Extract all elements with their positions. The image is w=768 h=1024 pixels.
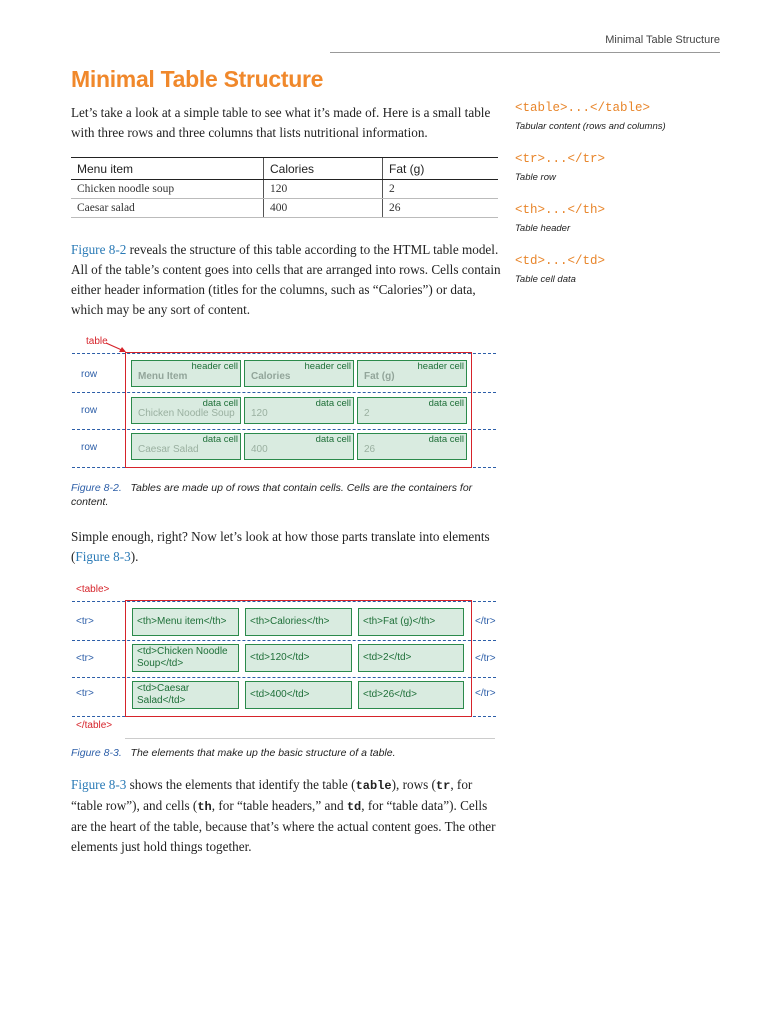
td-element: <td>Chicken Noodle Soup</td>: [132, 644, 239, 672]
td-element: <td>Caesar Salad</td>: [132, 681, 239, 709]
open-tr-tag: <tr>: [76, 653, 94, 664]
summary-paragraph: [71, 775, 501, 857]
open-tr-tag: <tr>: [76, 616, 94, 627]
cell-kind-label: data cell: [202, 434, 238, 445]
caption-text: The elements that make up the basic structure of a table.: [130, 747, 396, 759]
data-cell: [244, 433, 354, 460]
sidebar-tag: <tr>...</tr>: [515, 152, 606, 166]
cell-kind-label: data cell: [428, 434, 464, 445]
cell-value: Calories: [251, 371, 291, 382]
td-element: <td>400</td>: [245, 681, 352, 709]
sidebar-tag: <table>...</table>: [515, 101, 651, 115]
figure-8-3-paragraph: [71, 527, 501, 567]
intro-paragraph: Let’s take a look at a simple table to see what it’s made of. Here is a small table with three rows and three columns that lists nutritional information.: [71, 105, 491, 140]
paragraph-text: , for “table row”), and cells (: [71, 777, 473, 813]
figure-link[interactable]: Figure 8-3: [71, 777, 127, 792]
paragraph-text: , for “table headers,” and: [211, 798, 347, 813]
table-cell: 400: [264, 199, 383, 218]
th-element: <th>Fat (g)</th>: [358, 608, 464, 636]
sidebar-desc: Table header: [515, 223, 571, 234]
sidebar-tag: <th>...</th>: [515, 203, 606, 217]
data-cell: [357, 433, 467, 460]
cell-kind-label: data cell: [202, 398, 238, 409]
sidebar-tag: <td>...</td>: [515, 254, 606, 268]
cell-value: Fat (g): [364, 371, 395, 382]
sidebar-entry-th: [515, 203, 735, 234]
caption-text: Tables are made up of rows that contain cells. Cells are the containers for content.: [71, 482, 473, 508]
td-element: <td>2</td>: [358, 644, 464, 672]
sidebar-desc: Tabular content (rows and columns): [515, 121, 666, 132]
data-cell: [244, 397, 354, 424]
cell-value: 400: [251, 444, 268, 455]
cell-value: 26: [364, 444, 376, 455]
cell-kind-label: data cell: [315, 434, 351, 445]
cell-value: Menu Item: [138, 371, 188, 382]
paragraph-text: shows the elements that identify the table (: [126, 777, 356, 792]
figure-link[interactable]: Figure 8-2: [71, 242, 127, 257]
inline-code: tr: [435, 779, 451, 793]
header-rule: [330, 52, 720, 53]
table-cell: 26: [383, 199, 499, 218]
table-cell: 120: [264, 180, 383, 199]
table-cell: Chicken noodle soup: [71, 180, 264, 199]
column-header: Menu item: [71, 158, 264, 180]
close-tr-tag: </tr>: [475, 653, 496, 664]
inline-code: th: [197, 800, 212, 814]
close-table-tag: </table>: [76, 720, 113, 731]
inline-code: table: [355, 779, 392, 793]
section-title: Minimal Table Structure: [71, 66, 324, 92]
row-label: row: [81, 369, 98, 380]
table-label: table: [86, 336, 108, 347]
cell-kind-label: data cell: [315, 398, 351, 409]
paragraph-text: reveals the structure of this table according to the HTML table model. All of the table’s content goes into cells that are arranged into rows. Cells contain either header information (titles for the columns, such as “Calories”) or data, which may be any sort of content.: [71, 242, 501, 317]
figure-link[interactable]: Figure 8-3: [75, 549, 131, 564]
inline-code: td: [346, 800, 362, 814]
table-cell: 2: [383, 180, 499, 199]
open-table-tag: <table>: [76, 584, 110, 595]
sidebar-entry-td: [515, 254, 735, 285]
data-cell: [357, 397, 467, 424]
data-cell: [131, 433, 241, 460]
figure-8-2-paragraph: [71, 240, 501, 320]
open-tr-tag: <tr>: [76, 688, 94, 699]
cell-kind-label: data cell: [428, 398, 464, 409]
row-label: row: [81, 405, 98, 416]
td-element: <td>120</td>: [245, 644, 352, 672]
caption-rule: [125, 738, 495, 739]
td-element: <td>26</td>: [358, 681, 464, 709]
nutrition-table: [71, 157, 498, 218]
cell-value: 120: [251, 408, 268, 419]
cell-value: Chicken Noodle Soup: [138, 408, 235, 419]
running-head: Minimal Table Structure: [605, 34, 720, 46]
table-row: [71, 199, 498, 218]
paragraph-text: ).: [130, 549, 139, 564]
cell-kind-label: header cell: [417, 361, 464, 372]
header-cell: [244, 360, 354, 387]
close-tr-tag: </tr>: [475, 616, 496, 627]
figure-caption: [71, 481, 491, 509]
cell-kind-label: header cell: [304, 361, 351, 372]
sidebar-entry-tr: [515, 152, 735, 183]
column-header: Fat (g): [383, 158, 499, 180]
caption-number: Figure 8-2.: [71, 482, 122, 494]
sidebar-entry-table: [515, 101, 735, 132]
paragraph-text: , for “table data”). Cells are the heart of the table, because that’s where the actual content goes. The other elements just hold things together.: [71, 798, 496, 854]
close-tr-tag: </tr>: [475, 688, 496, 699]
table-cell: Caesar salad: [71, 199, 264, 218]
data-cell: [131, 397, 241, 424]
header-cell: [357, 360, 467, 387]
paragraph-text: ), rows (: [391, 777, 436, 792]
th-element: <th>Menu item</th>: [132, 608, 239, 636]
header-cell: [131, 360, 241, 387]
paragraph-text: Simple enough, right? Now let’s look at how those parts translate into elements (: [71, 529, 490, 564]
figure-caption: [71, 746, 491, 760]
caption-number: Figure 8-3.: [71, 747, 122, 759]
cell-value: Caesar Salad: [138, 444, 199, 455]
sidebar-desc: Table cell data: [515, 274, 576, 285]
table-row: [71, 180, 498, 199]
table-header-row: [71, 158, 498, 180]
column-header: Calories: [264, 158, 383, 180]
sidebar-desc: Table row: [515, 172, 556, 183]
cell-value: 2: [364, 408, 370, 419]
row-label: row: [81, 442, 98, 453]
th-element: <th>Calories</th>: [245, 608, 352, 636]
cell-kind-label: header cell: [191, 361, 238, 372]
